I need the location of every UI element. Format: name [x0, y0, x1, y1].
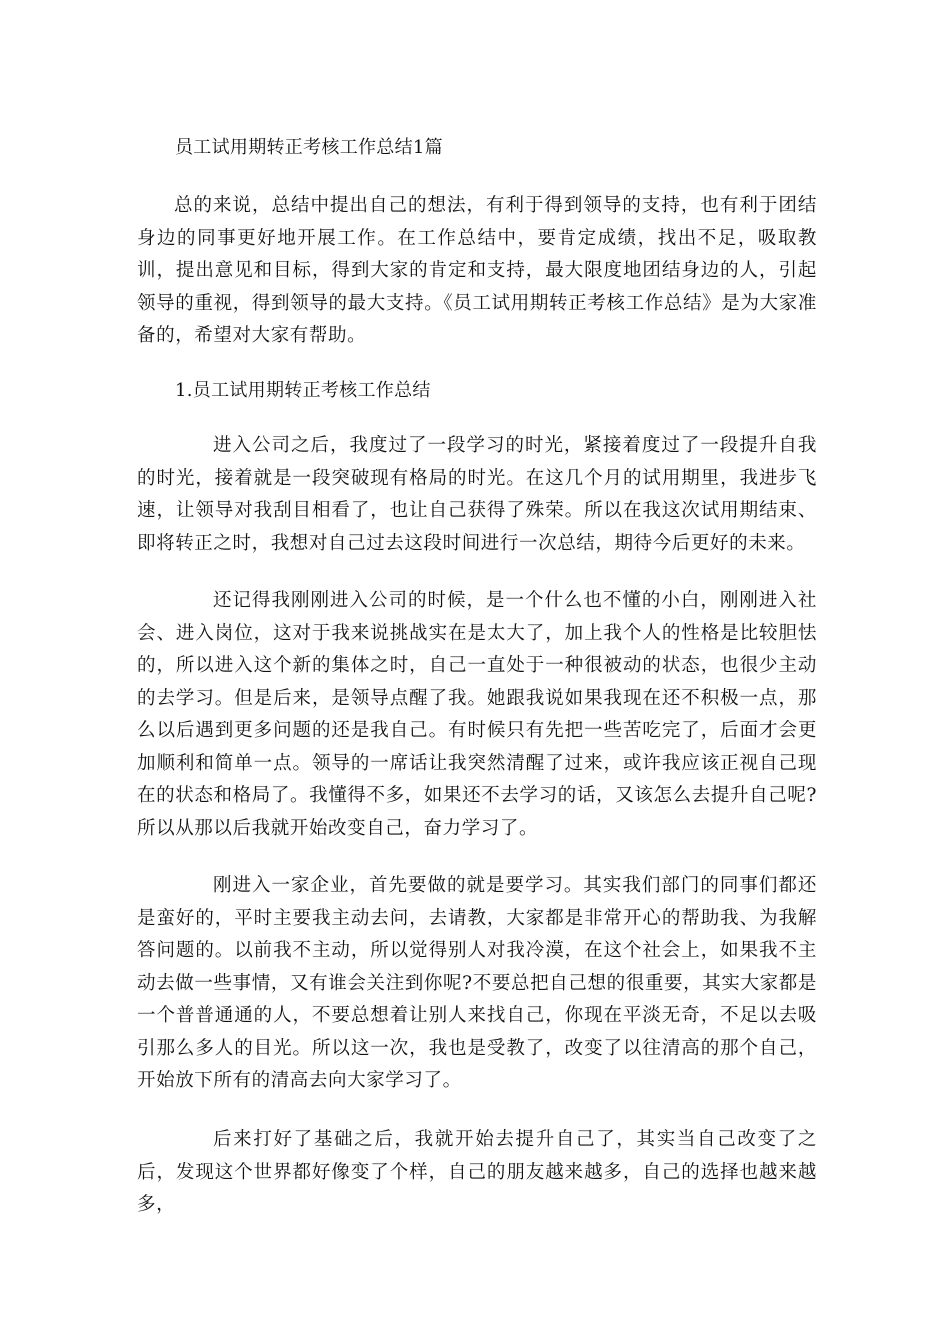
- body-paragraph: 还记得我刚刚进入公司的时候，是一个什么也不懂的小白，刚刚进入社会、进入岗位，这对于我来说挑战实在是太大了，加上我个人的性格是比较胆怯的，所以进入这个新的集体之时，自己一直处于一种很被动的状态，也很少主动的去学习。但是后来，是领导点醒了我。她跟我说如果我现在还不积极一点，那么以后遇到更多问题的还是我自己。有时候只有先把一些苦吃完了，后面才会更加顺利和简单一点。领导的一席话让我突然清醒了过来，或许我应该正视自己现在的状态和格局了。我懂得不多，如果还不去学习的话，又该怎么去提升自己呢?所以从那以后我就开始改变自己，奋力学习了。: [137, 590, 817, 839]
- body-paragraph: 后来打好了基础之后，我就开始去提升自己了，其实当自己改变了之后，发现这个世界都好像变了个样，自己的朋友越来越多，自己的选择也越来越多，: [137, 1129, 817, 1215]
- body-paragraph: 进入公司之后，我度过了一段学习的时光，紧接着度过了一段提升自我的时光，接着就是一段突破现有格局的时光。在这几个月的试用期里，我进步飞速，让领导对我刮目相看了，也让自己获得了殊荣。所以在我这次试用期结束、即将转正之时，我想对自己过去这段时间进行一次总结，期待今后更好的未来。: [137, 435, 817, 554]
- section-heading: 1.员工试用期转正考核工作总结: [175, 380, 431, 401]
- intro-paragraph: 总的来说，总结中提出自己的想法，有利于得到领导的支持，也有利于团结身边的同事更好地开展工作。在工作总结中，要肯定成绩，找出不足，吸取教训，提出意见和目标，得到大家的肯定和支持，最大限度地团结身边的人，引起领导的重视，得到领导的最大支持。《员工试用期转正考核工作总结》是为大家准备的，希望对大家有帮助。: [137, 195, 817, 346]
- body-paragraph: 刚进入一家企业，首先要做的就是要学习。其实我们部门的同事们都还是蛮好的，平时主要我主动去问，去请教，大家都是非常开心的帮助我、为我解答问题的。以前我不主动，所以觉得别人对我冷漠，在这个社会上，如果我不主动去做一些事情，又有谁会关注到你呢?不要总把自己想的很重要，其实大家都是一个普普通通的人，不要总想着让别人来找自己，你现在平淡无奇，不足以去吸引那么多人的目光。所以这一次，我也是受教了，改变了以往清高的那个自己，开始放下所有的清高去向大家学习了。: [137, 875, 817, 1091]
- document-title: 员工试用期转正考核工作总结1篇: [175, 137, 443, 158]
